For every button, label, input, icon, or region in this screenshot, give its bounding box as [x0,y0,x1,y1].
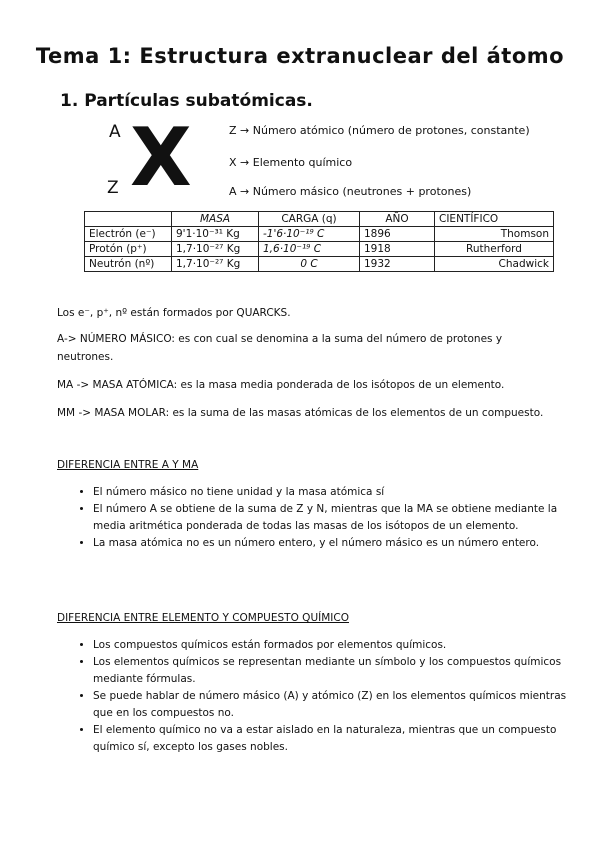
table-header-row [85,212,554,227]
table-header-cell [85,212,172,227]
quarks-paragraph: Los e⁻, p⁺, nº están formados por QUARCKS. [57,307,291,319]
table-row [85,242,554,257]
section-heading: 1. Partículas subatómicas. [60,91,313,111]
table-cell: 0 C [259,257,360,272]
table-cell: Thomson [435,227,554,242]
table-cell: 1932 [360,257,435,272]
table-cell: 1,6·10⁻¹⁹ C [259,242,360,257]
list-item: • El número A se obtiene de la suma de Z y N, mientras que la MA se obtiene mediante la media aritmética ponderada de todas las masas de los isótopos de un elemento. [93,501,583,535]
definition-a: A → Número másico (neutrones + protones) [229,185,472,198]
mass-number-symbol: A [109,122,121,142]
table-cell: Rutherford [435,242,554,257]
list-item: • Los elementos químicos se representan mediante un símbolo y los compuestos químicos mediante fórmulas. [93,654,583,688]
atomic-number-symbol: Z [107,178,119,198]
list-item: • Los compuestos químicos están formados por elementos químicos. [93,637,583,654]
list-item: • El número másico no tiene unidad y la masa atómica sí [93,484,583,501]
table-cell: 1,7·10⁻²⁷ Kg [172,242,259,257]
diff-element-compound-heading: DIFERENCIA ENTRE ELEMENTO Y COMPUESTO QUÍMICO [57,612,349,624]
diff-a-ma-list [57,484,583,552]
particles-table [84,211,554,272]
table-header-cell: MASA [172,212,259,227]
molar-mass-paragraph: MM -> MASA MOLAR: es la suma de las masas atómicas de los elementos de un compuesto. [57,407,544,419]
table-row [85,257,554,272]
table-cell: Chadwick [435,257,554,272]
table-row [85,227,554,242]
diff-a-ma-heading: DIFERENCIA ENTRE A Y MA [57,459,199,471]
table-header-cell: CIENTÍFICO [435,212,554,227]
definition-x: X → Elemento químico [229,156,353,169]
atomic-mass-paragraph: MA -> MASA ATÓMICA: es la masa media ponderada de los isótopos de un elemento. [57,379,505,391]
list-item: • Se puede hablar de número másico (A) y atómico (Z) en los elementos químicos mientras que en los compuestos no. [93,688,583,722]
list-item: • La masa atómica no es un número entero, y el número másico es un número entero. [93,535,583,552]
table-cell: Neutrón (nº) [85,257,172,272]
definition-z: Z → Número atómico (número de protones, constante) [229,124,530,137]
table-cell: 1,7·10⁻²⁷ Kg [172,257,259,272]
page-title: Tema 1: Estructura extranuclear del átomo [35,44,565,68]
table-cell: -1'6·10⁻¹⁹ C [259,227,360,242]
table-header-cell: AÑO [360,212,435,227]
diff-element-compound-list [57,637,583,756]
table-cell: Electrón (e⁻) [85,227,172,242]
table-cell: Protón (p⁺) [85,242,172,257]
list-item: • El elemento químico no va a estar aislado en la naturaleza, mientras que un compuesto químico sí, excepto los gases nobles. [93,722,583,756]
table-header-cell: CARGA (q) [259,212,360,227]
table-cell: 1896 [360,227,435,242]
element-symbol: X [130,111,192,204]
table-cell: 1918 [360,242,435,257]
table-cell: 9'1·10⁻³¹ Kg [172,227,259,242]
mass-number-paragraph: A-> NÚMERO MÁSICO: es con cual se denomina a la suma del número de protones y neutrones. [57,333,503,363]
